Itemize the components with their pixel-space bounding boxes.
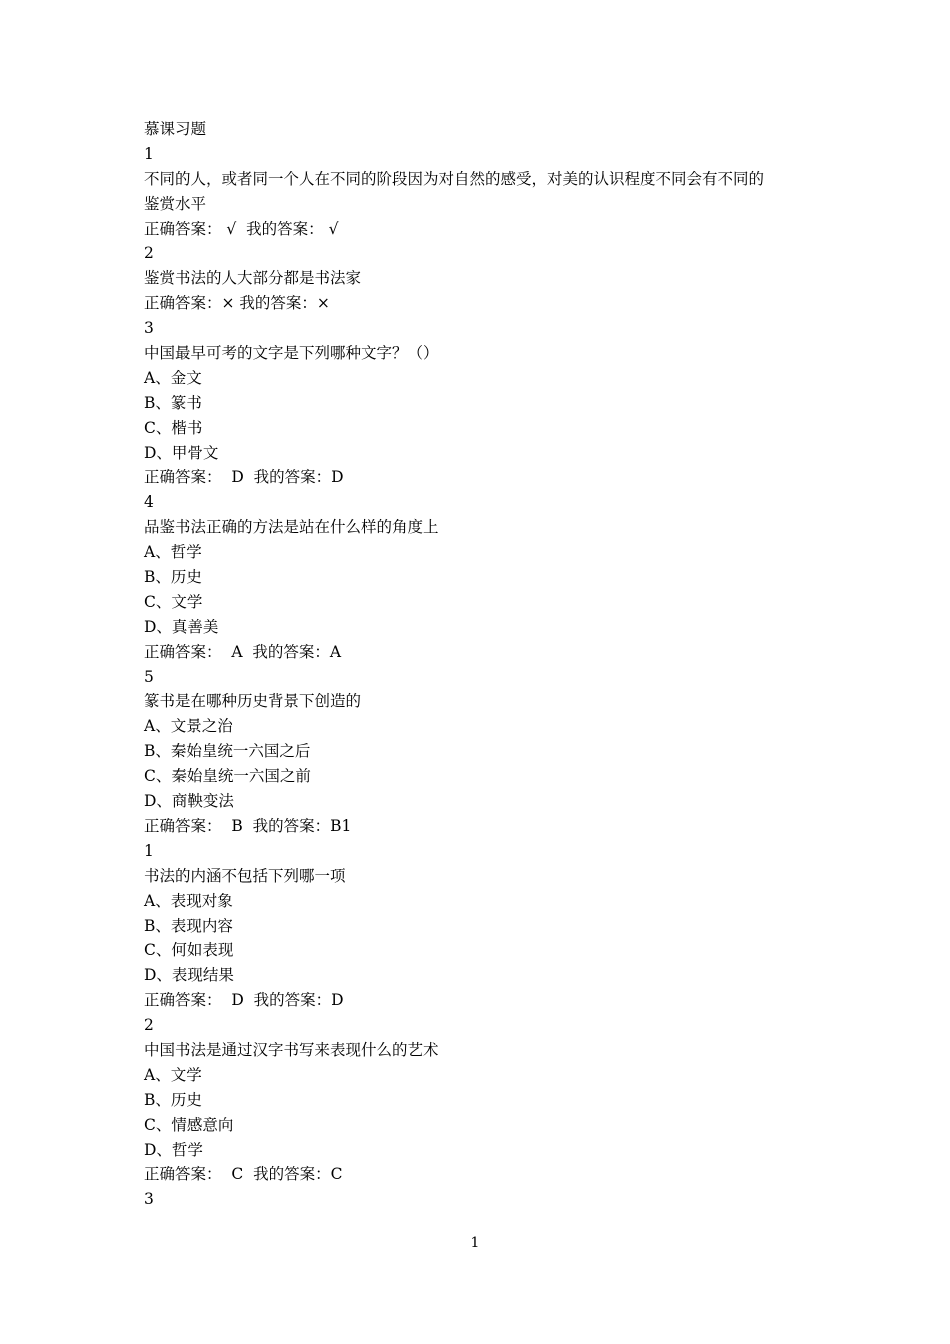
text-line: A、金文: [144, 368, 202, 387]
text-line: A、表现对象: [144, 891, 233, 910]
text-line: C、楷书: [144, 418, 203, 437]
text-line: 品鉴书法正确的方法是站在什么样的角度上: [144, 518, 439, 537]
text-line: 书法的内涵不包括下列哪一项: [144, 866, 346, 885]
text-line: 中国书法是通过汉字书写来表现什么的艺术: [144, 1040, 439, 1059]
text-line: C、情感意向: [144, 1115, 234, 1134]
text-line: C、何如表现: [144, 941, 234, 960]
text-line: 正确答案： C 我的答案：C: [144, 1165, 343, 1184]
text-line: 5: [144, 667, 154, 686]
text-line: B、秦始皇统一六国之后: [144, 742, 311, 761]
text-line: 3: [144, 319, 154, 338]
text-line: 篆书是在哪种历史背景下创造的: [144, 692, 362, 711]
text-line: 正确答案： B 我的答案：B1: [144, 816, 352, 835]
text-line: C、文学: [144, 592, 203, 611]
text-line: B、历史: [144, 1090, 202, 1109]
text-line: D、哲学: [144, 1140, 203, 1159]
text-line: 1: [144, 841, 154, 860]
text-line: C、秦始皇统一六国之前: [144, 767, 311, 786]
text-line: 正确答案： D 我的答案：D: [144, 468, 344, 487]
text-line: 正确答案： D 我的答案：D: [144, 991, 344, 1010]
text-line: A、哲学: [144, 543, 202, 562]
text-line: 正确答案：× 我的答案：×: [144, 294, 330, 313]
text-line: B、历史: [144, 568, 202, 587]
document-lines: [144, 142, 824, 1212]
text-line: D、甲骨文: [144, 443, 219, 462]
text-line: 4: [144, 493, 154, 512]
page-number: 1: [470, 1235, 480, 1251]
document-body: [144, 117, 824, 1212]
text-line: 2: [144, 244, 154, 263]
text-line: A、文景之治: [144, 717, 233, 736]
text-line: 正确答案： A 我的答案：A: [144, 642, 342, 661]
text-line: 正确答案： √ 我的答案： √: [144, 219, 339, 238]
text-line: A、文学: [144, 1065, 202, 1084]
text-line: 中国最早可考的文字是下列哪种文字？（）: [144, 344, 439, 363]
text-line: 1: [144, 144, 154, 163]
document-title: 慕课习题: [144, 120, 207, 138]
text-line: 不同的人，或者同一个人在不同的阶段因为对自然的感受，对美的认识程度不同会有不同的: [144, 169, 765, 188]
text-line: D、商鞅变法: [144, 792, 234, 811]
text-line: 鉴赏水平: [144, 194, 207, 213]
text-line: D、真善美: [144, 617, 219, 636]
text-line: 鉴赏书法的人大部分都是书法家: [144, 269, 362, 288]
text-line: D、表现结果: [144, 966, 234, 985]
text-line: B、表现内容: [144, 916, 233, 935]
text-line: 2: [144, 1016, 154, 1035]
text-line: 3: [144, 1190, 154, 1209]
text-line: B、篆书: [144, 393, 202, 412]
